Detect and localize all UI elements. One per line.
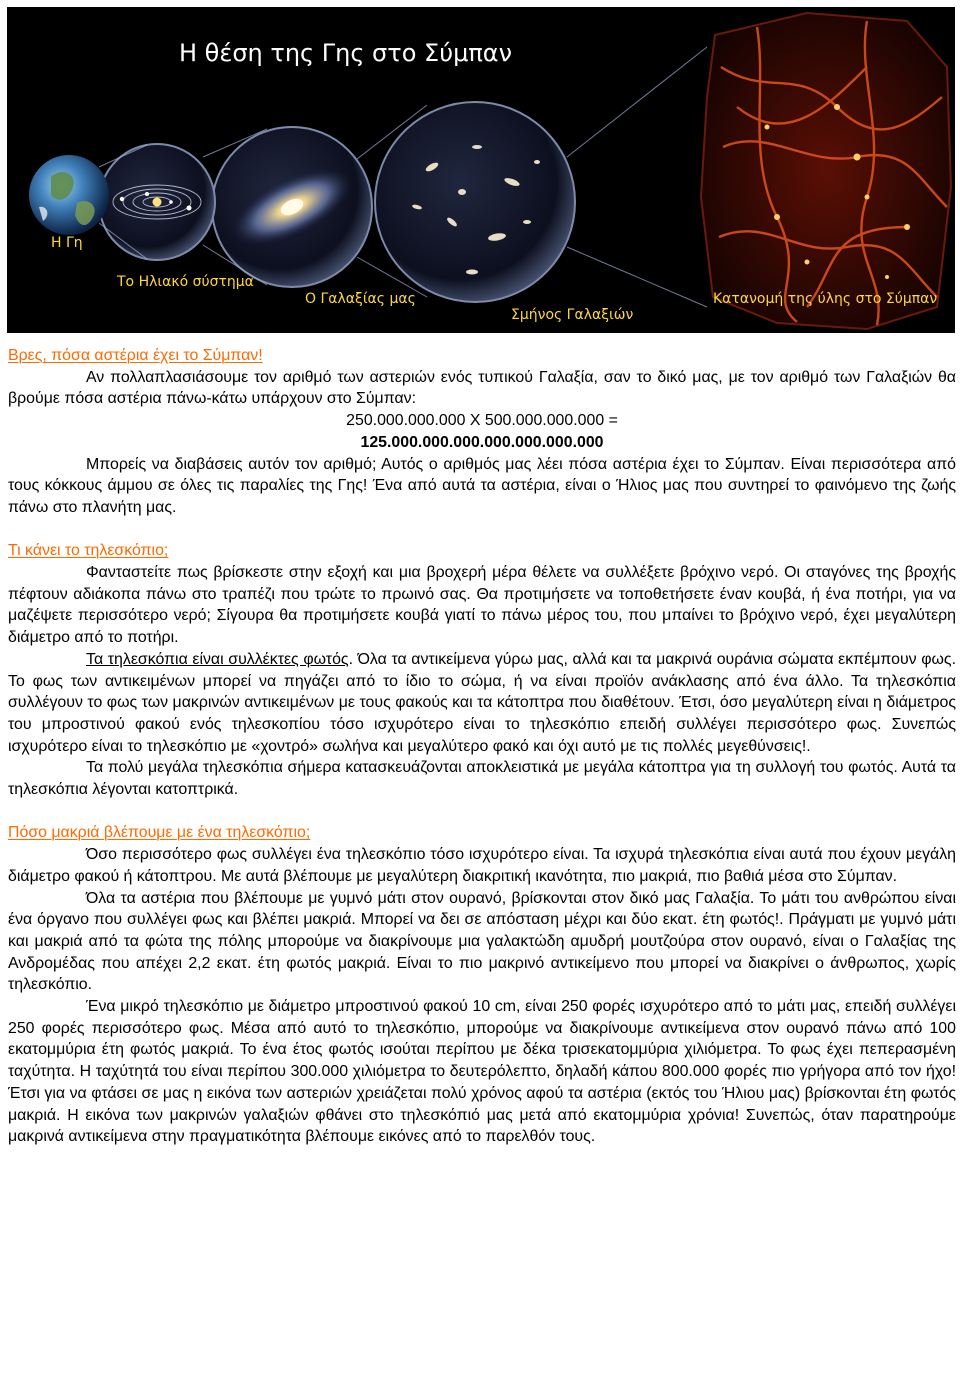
star-count-equation: 250.000.000.000 Χ 500.000.000.000 = xyxy=(346,412,618,430)
telescope-paragraph-2 xyxy=(8,649,956,758)
intro-paragraph: Αν πολλαπλασιάσουμε τον αριθμό των αστεριών ενός τυπικού Γαλαξία, σαν το δικό μας, με τον αριθμό των Γαλαξιών θα βρούμε πόσα αστέρια πάνω-κάτω υπάρχουν στο Σύμπαν: xyxy=(8,368,956,408)
section-heading-telescope: Τι κάνει το τηλεσκόπιο; xyxy=(8,542,169,560)
section-heading-stars: Βρες, πόσα αστέρια έχει το Σύμπαν! xyxy=(8,347,263,364)
universe-scale-illustration xyxy=(7,7,955,333)
article-body xyxy=(8,345,956,1148)
milky-way-image xyxy=(212,127,372,287)
caption-matter-distribution: Κατανομή της ύλης στο Σύμπαν xyxy=(713,291,938,307)
caption-galaxy-cluster: Σμήνος Γαλαξιών xyxy=(511,307,634,323)
illustration-title: Η θέση της Γης στο Σύμπαν xyxy=(179,39,513,67)
telescope-paragraph-3: Τα πολύ μεγάλα τηλεσκόπια σήμερα κατασκευάζονται αποκλειστικά με μεγάλα κάτοπτρα για τη συλλογή του φωτός. Αυτά τα τηλεσκόπια λέγονται κατοπτρικά. xyxy=(8,759,956,799)
telescope-paragraph-2-text: . Όλα τα αντικείμενα γύρω μας, αλλά και τα μακρινά ουράνια σώματα εκπέμπουν φως. Το φως των αντικειμένων μπορεί να πηγάζει από το ίδιο το σώμα, ή να είναι προϊόν ανάκλασης από ένα άλλο. Τα τηλεσκόπια συλλέγουν το φως των μακρινών αντικειμένων με τους φακούς και τα κάτοπτρα που διαθέτουν. Έτσι, όσο μεγαλύτερη είναι η διάμετρος του μπροστινού φακού ενός τηλεσκοπίου τόσο ισχυρότερο είναι το τηλεσκόπιο επειδή συλλέγει περισσότερο φως. Συνεπώς ισχυρότερο είναι το τηλεσκόπιο με «χοντρό» σωλήνα και μεγαλύτερο φακό και όχι αυτό με τις πολλές μεγεθύνσεις!. xyxy=(8,650,956,755)
distance-paragraph-3: Ένα μικρό τηλεσκόπιο με διάμετρο μπροστινού φακού 10 cm, είναι 250 φορές ισχυρότερο από το μάτι μας, επειδή συλλέγει 250 φορές περισσότερο φως. Μέσα από αυτό το τηλεσκόπιο, μπορούμε να διακρίνουμε αντικείμενα στον ουρανό πάνω από 100 εκατομμύρια έτη φωτός μακριά. Το ένα έτος φωτός ισούται περίπου με δέκα τρισεκατομμύρια χιλιόμετρα. Το φως έχει πεπερασμένη ταχύτητα. Η ταχύτητά του είναι περίπου 300.000 χιλιόμετρα το δευτερόλεπτο, δηλαδή κάπου 800.000 φορές πιο γρήγορα από τον ήχο! Έτσι για να φτάσει σε μας η εικόνα των αστεριών χρειάζεται πολύ χρόνος αφού τα αστέρια (εκτός του Ήλιου μας) βρίσκονται έτη φωτός μακριά. Η εικόνα των μακρινών γαλαξιών φθάνει στο τηλεσκόπιό μας μετά από εκατομμύρια χρόνια! Συνεπώς, όταν παρατηρούμε μακρινά αντικείμενα στην πραγματικότητα βλέπουμε εικόνες από το παρελθόν τους. xyxy=(8,998,956,1146)
light-collectors-phrase: Τα τηλεσκόπια είναι συλλέκτες φωτός xyxy=(86,650,349,668)
caption-solar-system: Το Ηλιακό σύστημα xyxy=(117,274,254,290)
star-count-paragraph: Μπορείς να διαβάσεις αυτόν τον αριθμό; Αυτός ο αριθμός μας λέει πόσα αστέρια έχει το Σύμπαν. Είναι περισσότερα από τους κόκκους άμμου σε όλες τις παραλίες της Γης! Ένα από αυτά τα αστέρια, είναι ο Ήλιος μας που συντηρεί το φαινόμενο της ζωής πάνω στο πλανήτη μας. xyxy=(8,455,956,516)
galaxy-cluster-image xyxy=(375,102,575,302)
caption-galaxy: Ο Γαλαξίας μας xyxy=(305,291,416,307)
telescope-paragraph-1: Φανταστείτε πως βρίσκεστε στην εξοχή και μια βροχερή μέρα θέλετε να συλλέξετε βρόχινο νερό. Οι σταγόνες της βροχής πέφτουν αδιάκοπα πάνω στο τραπέζι που τρώτε το πρωινό σας. Θα προτιμήσετε να τοποθετήσετε έναν κουβά, ή ένα ποτήρι, για να μαζέψετε περισσότερο νερό; Σίγουρα θα προτιμήσετε κουβά γιατί το πάνω μέρος του, που μπαίνει το βρόχινο νερό, έχει μεγαλύτερη διάμετρο από το ποτήρι. xyxy=(8,564,956,647)
earth-image xyxy=(29,155,109,235)
distance-paragraph-2: Όλα τα αστέρια που βλέπουμε με γυμνό μάτι στον ουρανό, βρίσκονται στον δικό μας Γαλαξία. Το μάτι του ανθρώπου είναι ένα όργανο που συλλέγει φως και βλέπει μακριά. Μπορεί να δει σε απόσταση μέχρι και δύο εκατ. έτη φωτός!. Πράγματι με γυμνό μάτι και μακριά από τα φώτα της πόλης μπορούμε να διακρίνουμε μια γαλακτώδη αμυδρή μουτζούρα στον ουρανό, είναι ο Γαλαξίας της Ανδρομέδας που απέχει 2,2 εκατ. έτη φωτός μακριά. Είναι το πιο μακρινό αντικείμενο που μπορεί να διακρίνει ο άνθρωπος, χωρίς τηλεσκόπιο. xyxy=(8,889,956,994)
matter-distribution-image xyxy=(701,13,951,329)
distance-paragraph-1: Όσο περισσότερο φως συλλέγει ένα τηλεσκόπιο τόσο ισχυρότερο είναι. Τα ισχυρά τηλεσκόπια είναι αυτά που έχουν μεγάλη διάμετρο φακού ή κάτοπτρου. Με αυτά βλέπουμε με μεγαλύτερη διακριτική ικανότητα, πιο μακριά, πιο βαθιά μέσα στο Σύμπαν. xyxy=(8,846,956,885)
caption-earth: Η Γη xyxy=(51,235,83,251)
solar-system-image xyxy=(99,144,215,260)
star-count-result: 125.000.000.000.000.000.000.000 xyxy=(360,433,604,451)
section-heading-distance: Πόσο μακριά βλέπουμε με ένα τηλεσκόπιο; xyxy=(8,824,311,842)
